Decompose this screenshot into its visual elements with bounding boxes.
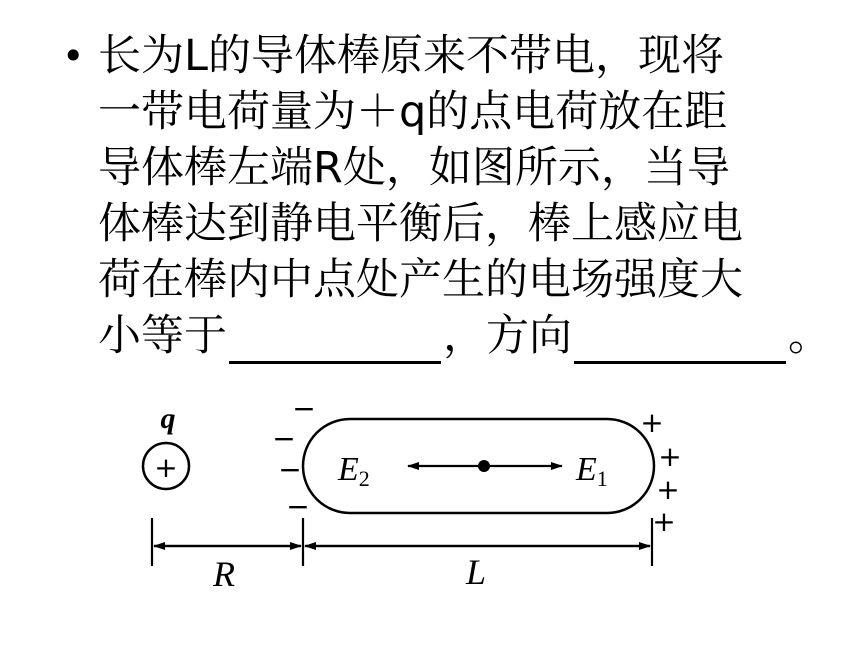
minus-sign: −: [278, 453, 302, 486]
l-label: L: [465, 552, 487, 592]
question-line-5: 荷在棒内中点处产生的电场强度大: [98, 255, 743, 305]
question-line-1: 长为L的导体棒原来不带电，现将: [98, 31, 724, 81]
question-line-2: 一带电荷量为＋q的点电荷放在距: [98, 87, 728, 137]
rod-midpoint-dot: [478, 460, 490, 472]
bullet-point: •: [62, 34, 85, 78]
minus-sign: −: [272, 422, 296, 455]
plus-sign: +: [640, 406, 664, 439]
question-line-4: 体棒达到静电平衡后，棒上感应电: [98, 199, 743, 249]
charge-label: q: [160, 402, 176, 435]
plus-sign: +: [658, 440, 682, 473]
plus-sign: +: [656, 473, 680, 506]
question-line-6-mid: ，方向: [443, 311, 572, 361]
question-line-6-end: 。: [788, 311, 831, 361]
e2-label: E2: [338, 451, 370, 491]
question-line-3: 导体棒左端R处，如图所示，当导: [98, 143, 730, 193]
minus-sign: −: [292, 392, 316, 425]
e1-label: E1: [576, 451, 608, 491]
minus-sign: −: [286, 490, 310, 523]
r-label: R: [213, 554, 235, 594]
plus-sign: +: [652, 505, 676, 538]
induced-negative-charges: [272, 392, 315, 523]
induced-positive-charges: [640, 406, 681, 538]
question-line-6-start: 小等于: [98, 311, 227, 361]
charge-sign: +: [154, 451, 178, 484]
